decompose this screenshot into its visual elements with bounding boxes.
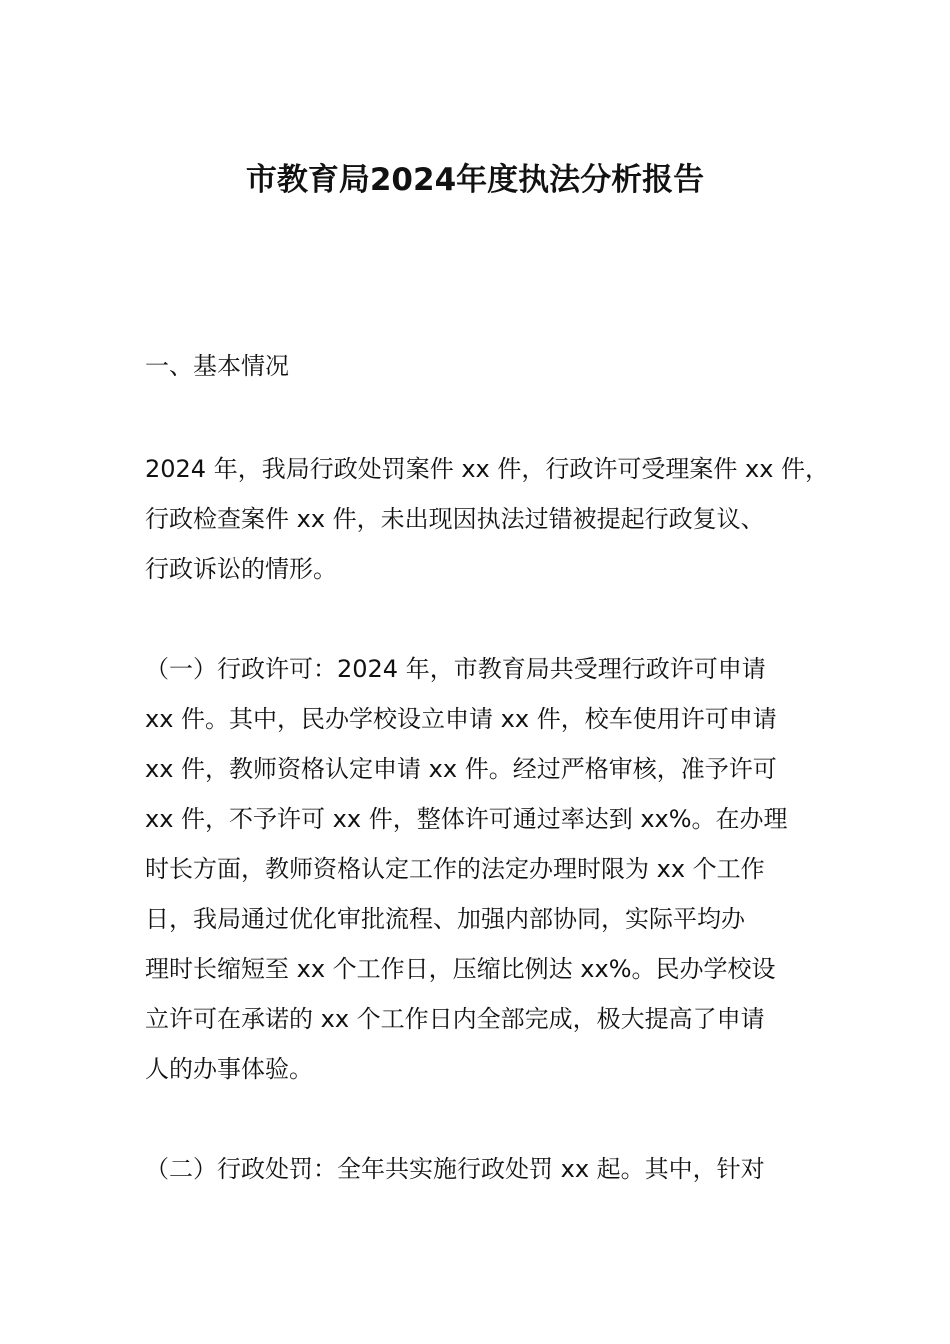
paragraph-1-line-2: 行政检查案件 xx 件，未出现因执法过错被提起行政复议、	[145, 505, 765, 533]
paragraph-2-line-9: 人的办事体验。	[145, 1055, 313, 1083]
paragraph-2-line-1: （一）行政许可：2024 年，市教育局共受理行政许可申请	[145, 655, 766, 683]
paragraph-2-line-7: 理时长缩短至 xx 个工作日，压缩比例达 xx%。民办学校设	[145, 955, 776, 983]
paragraph-2-line-6: 日，我局通过优化审批流程、加强内部协同，实际平均办	[145, 905, 745, 933]
paragraph-2-line-8: 立许可在承诺的 xx 个工作日内全部完成，极大提高了申请	[145, 1005, 765, 1033]
paragraph-2-line-4: xx 件，不予许可 xx 件，整体许可通过率达到 xx%。在办理	[145, 805, 788, 833]
paragraph-1-line-1: 2024 年，我局行政处罚案件 xx 件，行政许可受理案件 xx 件，	[145, 455, 830, 483]
paragraph-2-line-3: xx 件，教师资格认定申请 xx 件。经过严格审核，准予许可	[145, 755, 777, 783]
paragraph-3-line-1: （二）行政处罚：全年共实施行政处罚 xx 起。其中，针对	[145, 1155, 765, 1183]
paragraph-2-line-5: 时长方面，教师资格认定工作的法定办理时限为 xx 个工作	[145, 855, 765, 883]
document-title: 市教育局2024年度执法分析报告	[245, 162, 705, 198]
paragraph-1-line-3: 行政诉讼的情形。	[145, 555, 337, 583]
section-heading-basic-situation: 一、基本情况	[145, 352, 289, 380]
paragraph-2-line-2: xx 件。其中，民办学校设立申请 xx 件，校车使用许可申请	[145, 705, 777, 733]
